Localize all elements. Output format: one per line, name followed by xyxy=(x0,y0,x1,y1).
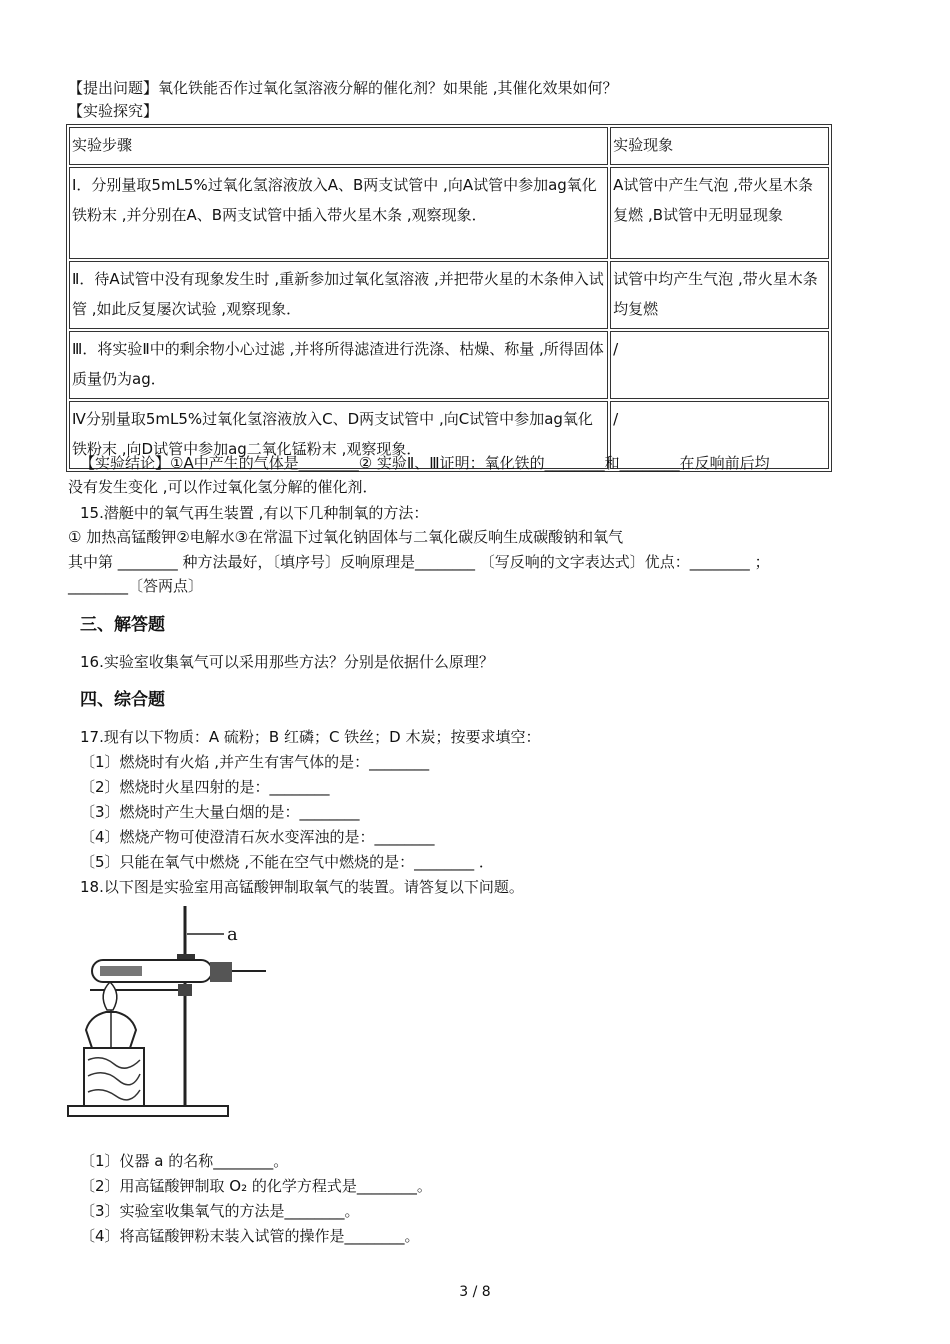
step-cell: Ⅳ分别量取5mL5%过氧化氢溶液放入C、D两支试管中 ,向C试管中参加ag氧化铁粉末 ,向D试管中参加ag二氧化锰粉末 ,观察现象． xyxy=(69,401,608,469)
step-cell: Ⅲ．将实验Ⅱ中的剩余物小心过滤 ,并将所得滤渣进行洗涤、枯燥、称量 ,所得固体质量仍为ag． xyxy=(69,331,608,399)
q18-item-4: 〔4〕将高锰酸钾粉末装入试管的操作是________。 xyxy=(80,1227,420,1245)
q18-item-3: 〔3〕实验室收集氧气的方法是________。 xyxy=(80,1202,360,1220)
q15-methods: ① 加热高锰酸钾②电解水③在常温下过氧化钠固体与二氧化碳反响生成碳酸钠和氧气 xyxy=(68,528,624,546)
q17-item-1: 〔1〕燃烧时有火焰 ,并产生有害气体的是：________ xyxy=(80,753,430,771)
q17-item-2: 〔2〕燃烧时火星四射的是：________ xyxy=(80,778,330,796)
conclusion-line-2: 没有发生变化 ,可以作过氧化氢分解的催化剂． xyxy=(68,478,378,496)
section-4-heading: 四、综合题 xyxy=(80,690,165,710)
conclusion-line-1: 【实验结论】①A中产生的气体是________② 实验Ⅱ、Ⅲ证明：氧化铁的________和________在反响前后均 xyxy=(80,454,770,472)
q15-ask: 其中第 ________ 种方法最好，〔填序号〕反响原理是________ 〔写反响的文字表达式〕优点：________ ； xyxy=(68,553,770,571)
table-header-row xyxy=(69,127,829,165)
q15-ask-2: ________〔答两点〕 xyxy=(68,577,204,595)
step-cell: Ⅰ．分别量取5mL5%过氧化氢溶液放入A、B两支试管中 ,向A试管中参加ag氧化铁粉末 ,并分别在A、B两支试管中插入带火星木条 ,观察现象． xyxy=(69,167,608,259)
q18-title: 18.以下图是实验室用高锰酸钾制取氧气的装置。请答复以下问题。 xyxy=(80,878,524,896)
q18-item-1: 〔1〕仪器 a 的名称________。 xyxy=(80,1152,289,1170)
header-step: 实验步骤 xyxy=(69,127,608,165)
powder xyxy=(100,966,142,976)
page-number: 3 / 8 xyxy=(459,1284,491,1300)
observation-cell: / xyxy=(610,401,829,469)
q17-title: 17.现有以下物质：A 硫粉；B 红磷；C 铁丝；D 木炭；按要求填空： xyxy=(80,728,541,746)
ring-clamp xyxy=(178,984,192,996)
header-observation: 实验现象 xyxy=(610,127,829,165)
q18-item-2: 〔2〕用高锰酸钾制取 O₂ 的化学方程式是________。 xyxy=(80,1177,432,1195)
observation-cell: 试管中均产生气泡 ,带火星木条均复燃 xyxy=(610,261,829,329)
stand-base xyxy=(68,1106,228,1116)
q17-item-5: 〔5〕只能在氧气中燃烧 ,不能在空气中燃烧的是：________ ． xyxy=(80,853,494,871)
table-row xyxy=(69,331,829,399)
q17-item-3: 〔3〕燃烧时产生大量白烟的是：________ xyxy=(80,803,360,821)
observation-cell: A试管中产生气泡 ,带火星木条复燃 ,B试管中无明显现象 xyxy=(610,167,829,259)
table-row xyxy=(69,167,829,259)
experiment-table xyxy=(66,124,832,472)
oxygen-apparatus-figure xyxy=(62,898,272,1130)
section-3-heading: 三、解答题 xyxy=(80,615,165,635)
observation-cell: / xyxy=(610,331,829,399)
label-a: a xyxy=(227,924,238,945)
flame xyxy=(103,982,117,1010)
q17-item-4: 〔4〕燃烧产物可使澄清石灰水变浑浊的是：________ xyxy=(80,828,435,846)
q15-title: 15.潜艇中的氧气再生装置 ,有以下几种制氧的方法： xyxy=(80,504,429,522)
stopper xyxy=(210,962,232,982)
step-cell: Ⅱ．待A试管中没有现象发生时 ,重新参加过氧化氢溶液 ,并把带火星的木条伸入试管 ,如此反复屡次试验 ,观察现象． xyxy=(69,261,608,329)
table-row xyxy=(69,261,829,329)
explore-title: 【实验探究】 xyxy=(68,102,159,120)
q16-text: 16.实验室收集氧气可以采用那些方法？分别是依据什么原理？ xyxy=(80,653,494,671)
question-text: 【提出问题】氧化铁能否作过氧化氢溶液分解的催化剂？如果能 ,其催化效果如何？ xyxy=(68,79,618,97)
